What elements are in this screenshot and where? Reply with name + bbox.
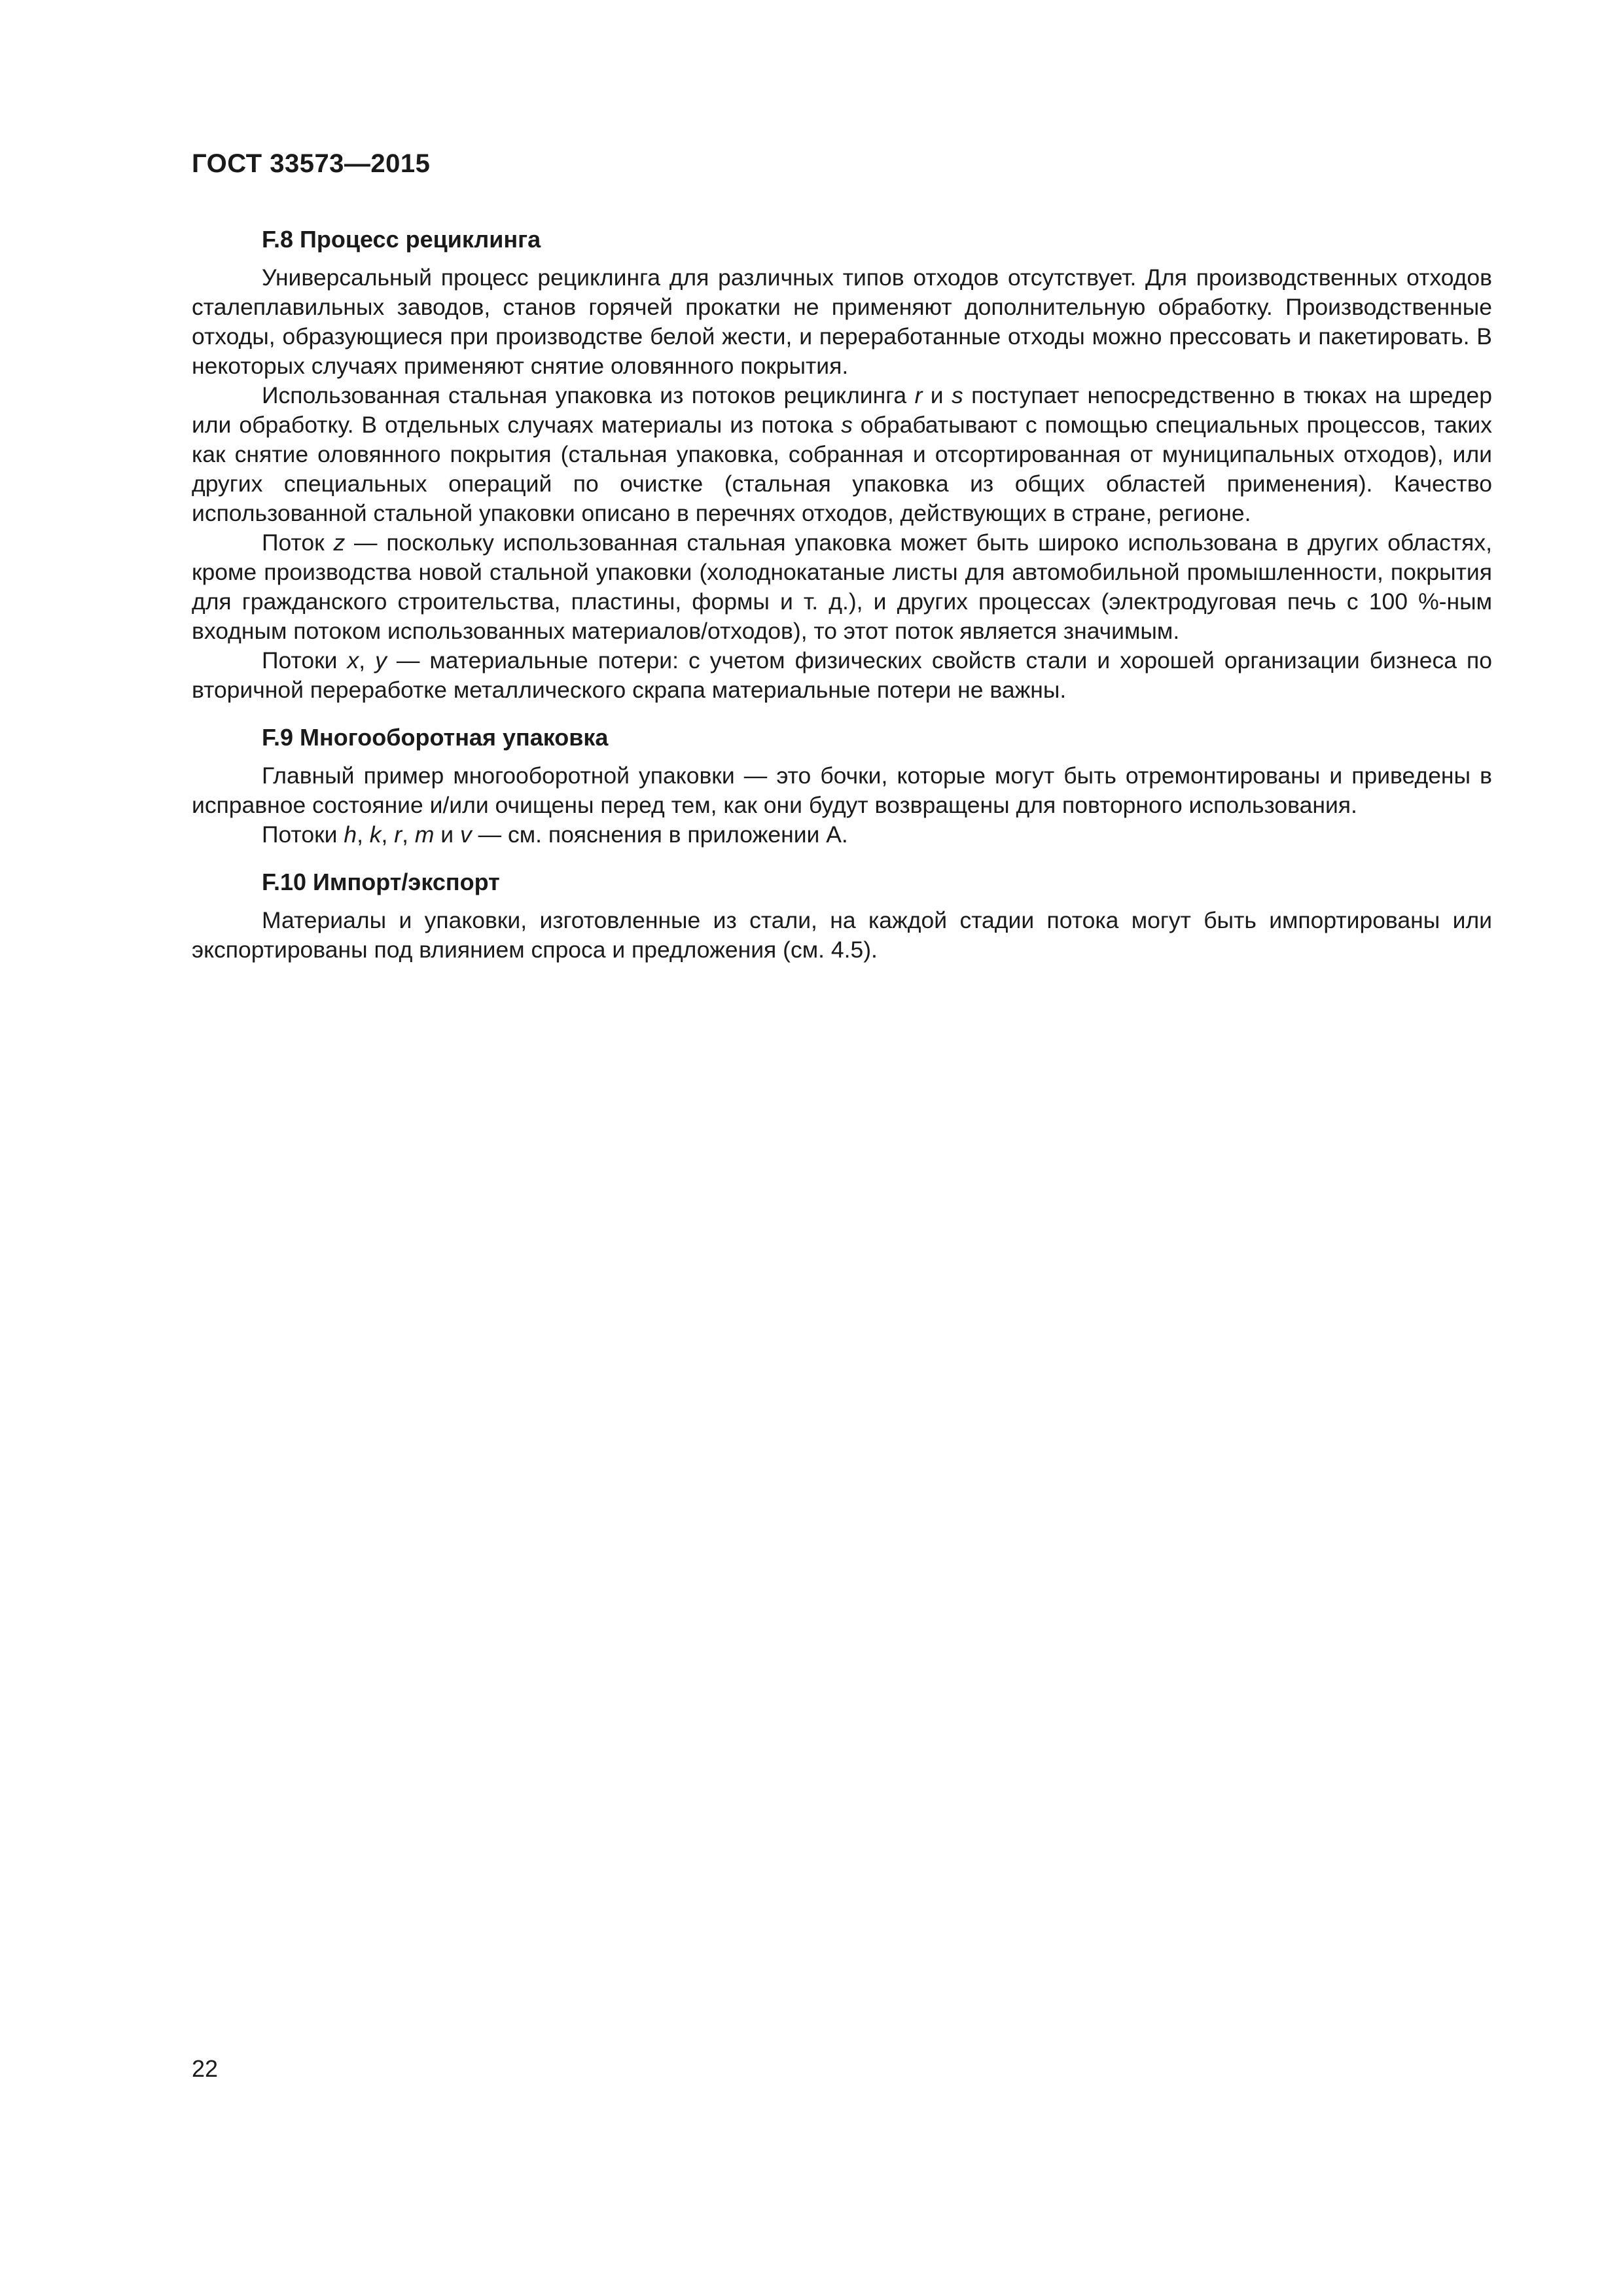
- document-body: [192, 223, 1492, 980]
- text-run: и: [434, 821, 460, 848]
- body-paragraph: [192, 761, 1492, 820]
- text-run: Материалы и упаковки, изготовленные из стали, на каждой стадии потока могут быть импортированы или экспортированы под влиянием спроса и предложения (см. 4.5).: [192, 907, 1492, 963]
- italic-variable: r: [914, 382, 923, 408]
- text-run: ,: [359, 647, 376, 673]
- text-run: ,: [381, 821, 395, 848]
- italic-variable: x: [347, 647, 359, 673]
- section-heading: F.9 Многооборотная упаковка: [262, 724, 609, 751]
- text-run: Поток: [262, 529, 334, 556]
- section: [192, 865, 1492, 965]
- text-run: и: [922, 382, 952, 408]
- text-run: обрабатывают с помощью специальных процессов, таких как снятие оловянного покрытия (стальная упаковка, собранная и отсортированная от муниципальных отходов), или других специальных операций по очистке (стальная упаковка из общих областей применения). Качество использованной стальной упаковки описано в перечнях отходов, действующих в стране, регионе.: [192, 412, 1492, 526]
- section: [192, 721, 1492, 850]
- italic-variable: s: [841, 412, 853, 438]
- body-paragraph: [192, 381, 1492, 528]
- text-run: Универсальный процесс рециклинга для различных типов отходов отсутствует. Для производственных отходов сталеплавильных заводов, станов горячей прокатки не применяют дополнительную обработку. Производственные отходы, образующиеся при производстве белой жести, и переработанные отходы можно прессовать и пакетировать. В некоторых случаях применяют снятие оловянного покрытия.: [192, 264, 1492, 379]
- body-paragraph: [192, 528, 1492, 646]
- text-run: поступает непосредственно в тюках на шредер или обработку. В отдельных случаях материалы из потока: [192, 382, 1492, 438]
- section: [192, 223, 1492, 705]
- text-run: — см. пояснения в приложении А.: [471, 821, 848, 848]
- italic-variable: k: [369, 821, 382, 848]
- text-run: — материальные потери: с учетом физических свойств стали и хорошей организации бизнеса по вторичной переработке металлического скрапа материальные потери не важны.: [192, 647, 1492, 703]
- italic-variable: h: [344, 821, 357, 848]
- body-paragraph: [192, 646, 1492, 705]
- italic-variable: r: [394, 821, 402, 848]
- italic-variable: y: [375, 647, 387, 673]
- text-run: — поскольку использованная стальная упаковка может быть широко использована в других областях, кроме производства новой стальной упаковки (холоднокатаные листы для автомобильной промышленности, покрытия для гражданского строительства, пластины, формы и т. д.), и других процессах (электродуговая печь с 100 %-ным входным потоком использованных материалов/отходов), то этот поток является значимым.: [192, 529, 1492, 644]
- text-run: ,: [357, 821, 370, 848]
- text-run: Потоки: [262, 647, 348, 673]
- italic-variable: m: [414, 821, 435, 848]
- body-paragraph: [192, 906, 1492, 965]
- text-run: Главный пример многооборотной упаковки — это бочки, которые могут быть отремонтированы и приведены в исправное состояние и/или очищены перед тем, как они будут возвращены для повторного использования.: [192, 762, 1492, 818]
- text-run: Потоки: [262, 821, 344, 848]
- body-paragraph: [192, 820, 1492, 850]
- body-paragraph: [192, 263, 1492, 381]
- section-heading: F.8 Процесс рециклинга: [262, 226, 541, 253]
- text-run: ,: [402, 821, 415, 848]
- section-heading: F.10 Импорт/экспорт: [262, 869, 500, 895]
- text-run: Использованная стальная упаковка из потоков рециклинга: [262, 382, 915, 408]
- italic-variable: s: [952, 382, 963, 408]
- italic-variable: v: [459, 821, 472, 848]
- page-number: 22: [192, 2055, 219, 2082]
- italic-variable: z: [333, 529, 346, 556]
- document-code-header: ГОСТ 33573—2015: [192, 149, 431, 178]
